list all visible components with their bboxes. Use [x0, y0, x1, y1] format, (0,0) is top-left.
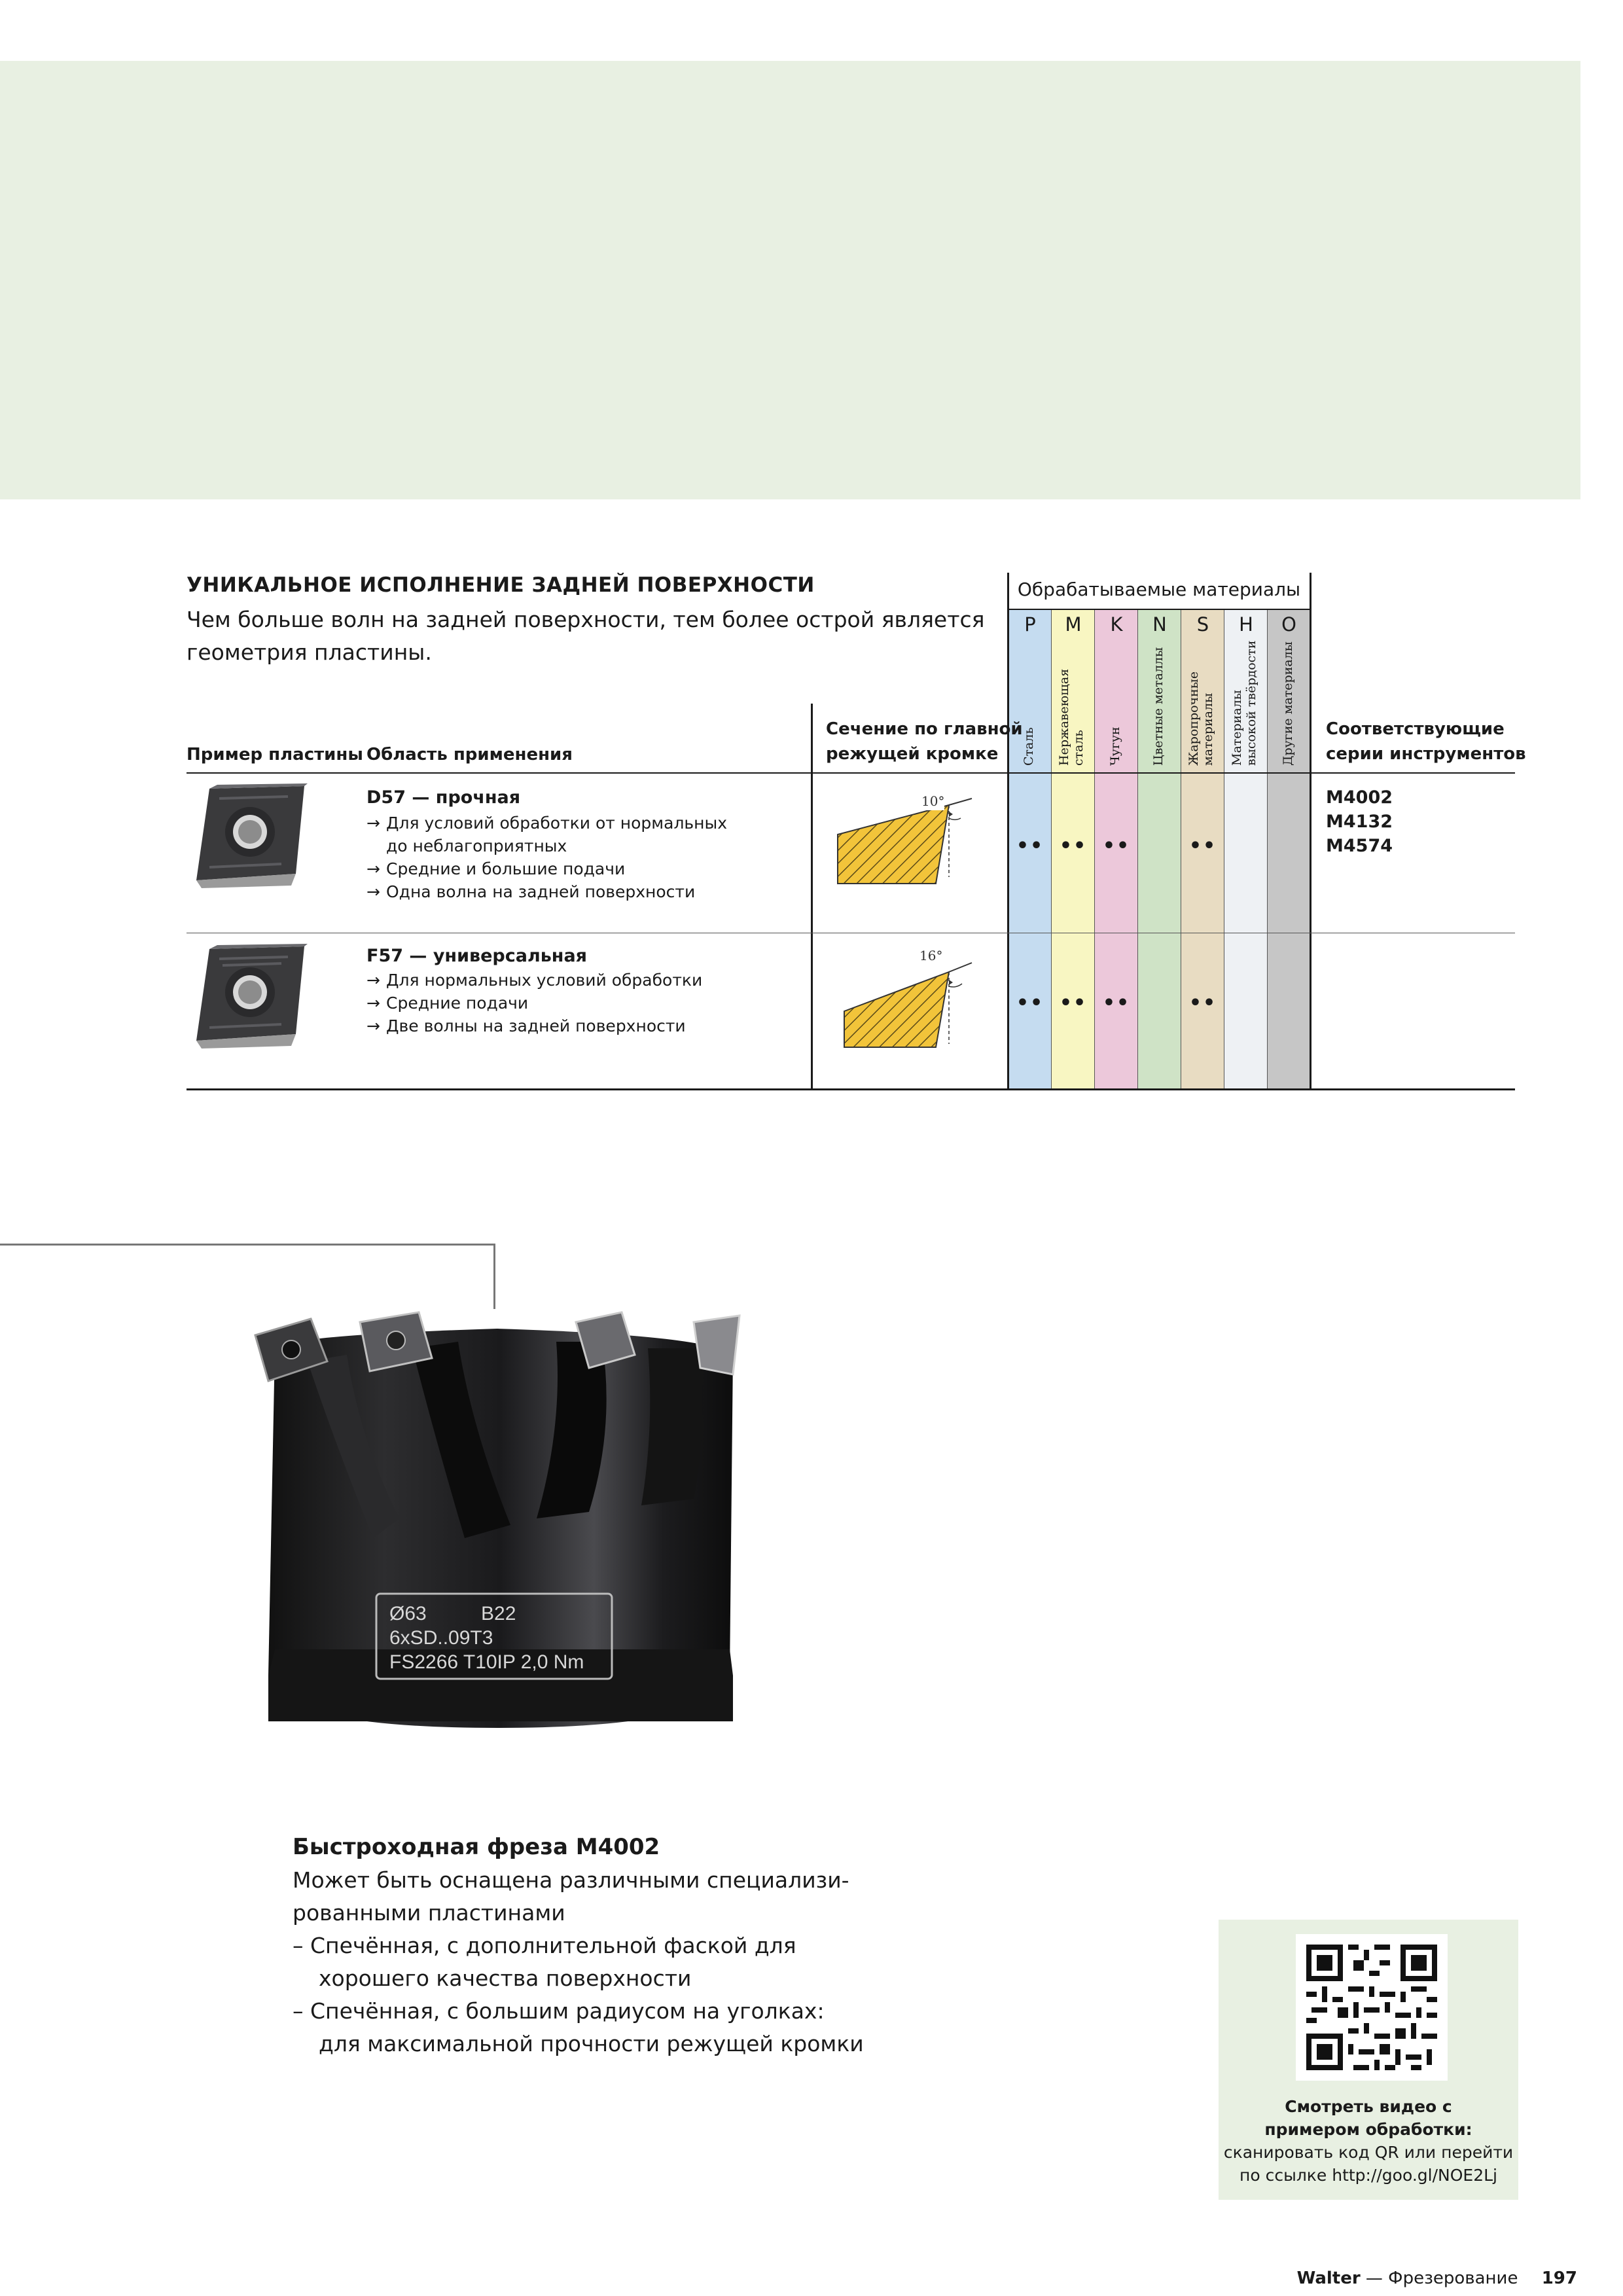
cutter-text-line: Может быть оснащена различными специализи- [293, 1867, 849, 1893]
material-letter: S [1196, 613, 1209, 636]
cross-section-d57-diagram [831, 779, 982, 893]
series-list [1326, 785, 1393, 858]
engraving-bore: B22 [481, 1603, 516, 1624]
materials-header: Обрабатываемые материалы [1017, 579, 1301, 600]
bullet: → Для условий обработки от нормальных [366, 814, 728, 833]
material-letter: K [1110, 613, 1123, 636]
table-divider [187, 1088, 1515, 1090]
material-mark: •• [1188, 992, 1217, 1014]
page-number: 197 [1541, 2269, 1577, 2288]
decorative-line [0, 1244, 495, 1246]
footer-brand: Walter [1296, 2269, 1361, 2288]
row-title-d57: D57 — прочная [366, 787, 521, 808]
bullet: → Одна волна на задней поверхности [366, 882, 696, 901]
material-name-steel: Сталь [1022, 727, 1036, 766]
header-application-area: Область применения [366, 745, 573, 764]
material-mark: •• [1102, 992, 1131, 1014]
cutter-text-line: рованными пластинами [293, 1900, 565, 1926]
series-item: M4132 [1326, 812, 1393, 832]
cutter-text-line: – Спечённая, с большим радиусом на уголках: [293, 1998, 825, 2024]
table-divider [1310, 573, 1311, 1090]
bullet: → Средние подачи [366, 994, 529, 1013]
decorative-line [493, 1244, 495, 1309]
engraving-screw: FS2266 T10IP 2,0 Nm [389, 1651, 584, 1673]
section-title: УНИКАЛЬНОЕ ИСПОЛНЕНИЕ ЗАДНЕЙ ПОВЕРХНОСТИ [187, 573, 815, 597]
material-mark: •• [1059, 992, 1088, 1014]
milling-cutter-image [249, 1309, 759, 1728]
header-series: Соответствующие серии инструментов [1326, 719, 1526, 764]
cutter-title: Быстроходная фреза M4002 [293, 1834, 660, 1860]
material-mark: •• [1016, 834, 1044, 857]
section-subtitle: Чем больше волн на задней поверхности, тем более острой является геометрия пластины. [187, 607, 985, 665]
table-divider [1267, 610, 1268, 1090]
qr-text: сканировать код QR или перейти [1223, 2143, 1514, 2162]
cross-section-f57-diagram [831, 939, 982, 1054]
series-item: M4574 [1326, 836, 1393, 856]
qr-link[interactable]: по ссылке http://goo.gl/NOE2Lj [1240, 2166, 1497, 2185]
cutter-text-line: хорошего качества поверхности [319, 1965, 692, 1991]
material-name-other: Другие материалы [1281, 641, 1295, 766]
qr-title: примером обработки: [1264, 2120, 1472, 2139]
material-name-heat-resistant: Жаропрочные материалы [1186, 671, 1215, 766]
engraving-diameter: Ø63 [389, 1603, 427, 1624]
bullet: → Две волны на задней поверхности [366, 1016, 686, 1035]
qr-code[interactable] [1296, 1934, 1448, 2081]
engraving-inserts: 6xSD..09T3 [389, 1627, 493, 1649]
cutter-text-line: – Спечённая, с дополнительной фаской для [293, 1933, 796, 1958]
angle-label: 16° [919, 948, 943, 963]
qr-panel [1219, 1920, 1518, 2200]
material-letter: M [1065, 613, 1082, 636]
footer-section: — Фрезерование [1365, 2269, 1518, 2288]
cutter-text-line: для максимальной прочности режущей кромки [319, 2031, 864, 2056]
material-mark: •• [1016, 992, 1044, 1014]
qr-code-image [1296, 1934, 1448, 2081]
material-letter: P [1024, 613, 1036, 636]
material-name-cast-iron: Чугун [1108, 726, 1122, 766]
material-name-stainless: Нержавеющая сталь [1057, 668, 1086, 766]
bullet-continuation: до неблагоприятных [386, 836, 567, 855]
table-divider [1008, 609, 1310, 610]
angle-label: 10° [921, 793, 945, 809]
insert-f57-image [183, 942, 311, 1050]
qr-title: Смотреть видео с [1285, 2097, 1452, 2116]
material-name-hard: Материалы высокой твёрдости [1230, 640, 1258, 766]
header-section: Сечение по главной режущей кромке [826, 719, 1023, 764]
header-banner [0, 61, 1580, 499]
insert-d57-image [183, 782, 311, 890]
bullet: → Для нормальных условий обработки [366, 971, 703, 990]
table-divider [187, 772, 1515, 774]
material-mark: •• [1102, 834, 1131, 857]
page-footer [1297, 2269, 1577, 2288]
material-letter: O [1281, 613, 1296, 636]
table-divider [811, 704, 813, 1090]
material-letter: N [1152, 613, 1167, 636]
bullet: → Средние и большие подачи [366, 859, 626, 878]
material-mark: •• [1059, 834, 1088, 857]
header-insert-example: Пример пластины [187, 745, 363, 764]
material-mark: •• [1188, 834, 1217, 857]
series-item: M4002 [1326, 787, 1393, 808]
material-letter: H [1239, 613, 1253, 636]
row-title-f57: F57 — универсальная [366, 946, 587, 966]
material-name-nonferrous: Цветные металлы [1151, 647, 1166, 766]
